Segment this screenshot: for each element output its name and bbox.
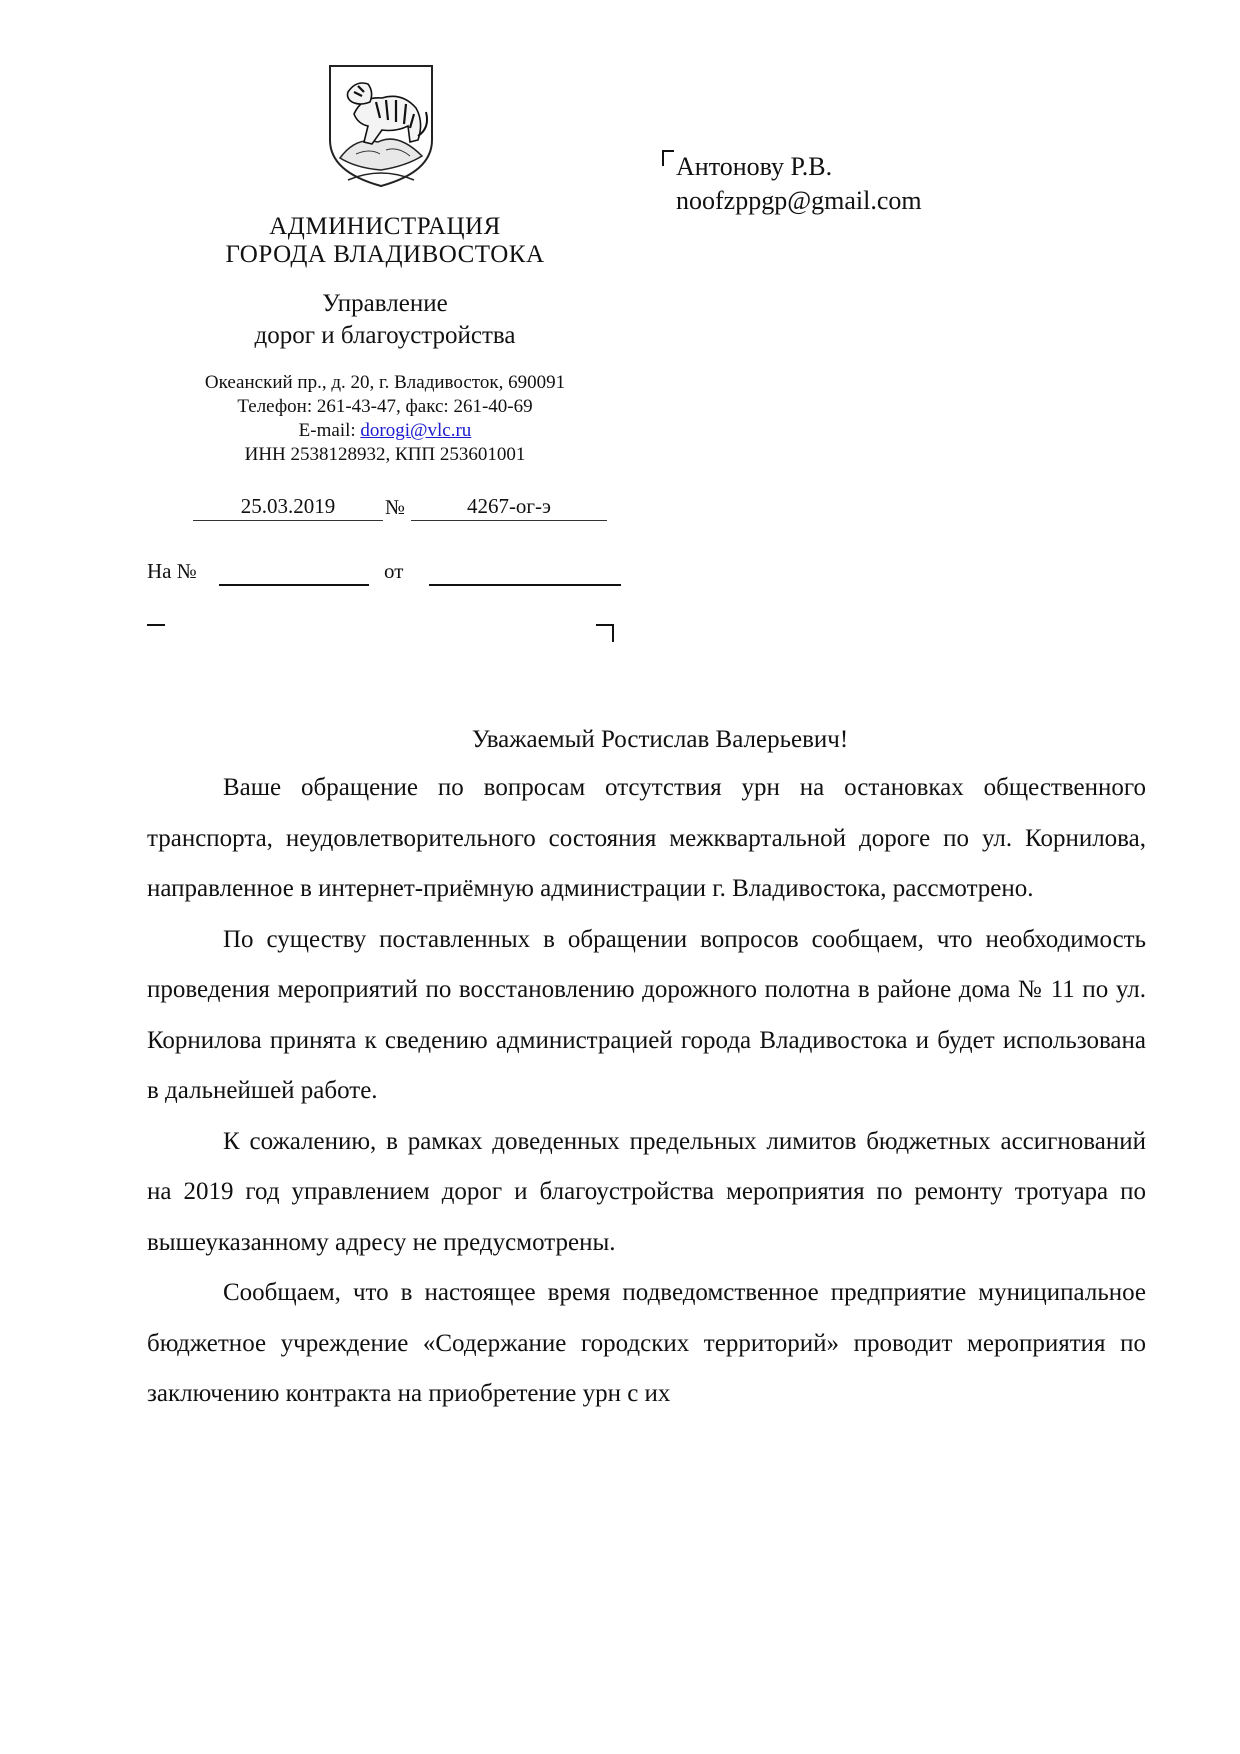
document-date: 25.03.2019 (193, 492, 383, 521)
email-label: E-mail: (298, 420, 361, 441)
reference-date-label: от (384, 559, 404, 583)
org-phone: Телефон: 261-43-47, факс: 261-40-69 (237, 396, 533, 417)
reference-line (147, 557, 627, 587)
email-link[interactable]: dorogi@vlc.ru (360, 420, 472, 441)
org-email-line (150, 419, 620, 443)
addressee-name: Антонову Р.В. (676, 152, 833, 181)
salutation: Уважаемый Ростислав Валерьевич! (471, 726, 849, 753)
org-inn: ИНН 2538128932, КПП 253601001 (244, 444, 526, 465)
org-name-line1: АДМИНИСТРАЦИЯ (269, 213, 501, 240)
coat-of-arms-icon (326, 62, 436, 190)
paragraph: Ваше обращение по вопросам отсутствия урн на остановках общественного транспорта, неудовлетворительного состояния межквартальной дороге по ул. Корнилова, направленное в интернет-приёмную администрации г. Владивостока, рассмотрено. (147, 774, 1146, 902)
reference-number-field (219, 584, 369, 586)
org-address: Океанский пр., д. 20, г. Владивосток, 690091 (204, 372, 566, 393)
registration-line (193, 493, 607, 523)
document-number: 4267-ог-э (411, 492, 607, 521)
number-sign: № (385, 495, 406, 519)
corner-mark-right (596, 624, 614, 642)
corner-mark-left (147, 624, 165, 626)
paragraph: К сожалению, в рамках доведенных предельных лимитов бюджетных ассигнований на 2019 год управлением дорог и благоустройства мероприятия по ремонту тротуара по вышеуказанному адресу не предусмотрены. (147, 1127, 1146, 1256)
department-line1: Управление (322, 290, 448, 317)
addressee-corner-mark (662, 150, 674, 166)
paragraph: Сообщаем, что в настоящее время подведомственное предприятие муниципальное бюджетное учреждение «Содержание городских территорий» проводит мероприятия по заключению контракта на приобретение урн с их (147, 1279, 1146, 1407)
addressee-email: noofzppgp@gmail.com (676, 186, 922, 215)
letter-body (147, 763, 1146, 1420)
reference-number-label: На № (147, 559, 197, 583)
department-line2: дорог и благоустройства (254, 322, 516, 349)
org-name-line2: ГОРОДА ВЛАДИВОСТОКА (225, 241, 545, 268)
addressee-block (676, 150, 922, 218)
paragraph: По существу поставленных в обращении вопросов сообщаем, что необходимость проведения мероприятий по восстановлению дорожного полотна в районе дома № 11 по ул. Корнилова принята к сведению администрацией города Владивостока и будет использована в дальнейшей работе. (147, 925, 1146, 1104)
reference-date-field (429, 584, 621, 586)
